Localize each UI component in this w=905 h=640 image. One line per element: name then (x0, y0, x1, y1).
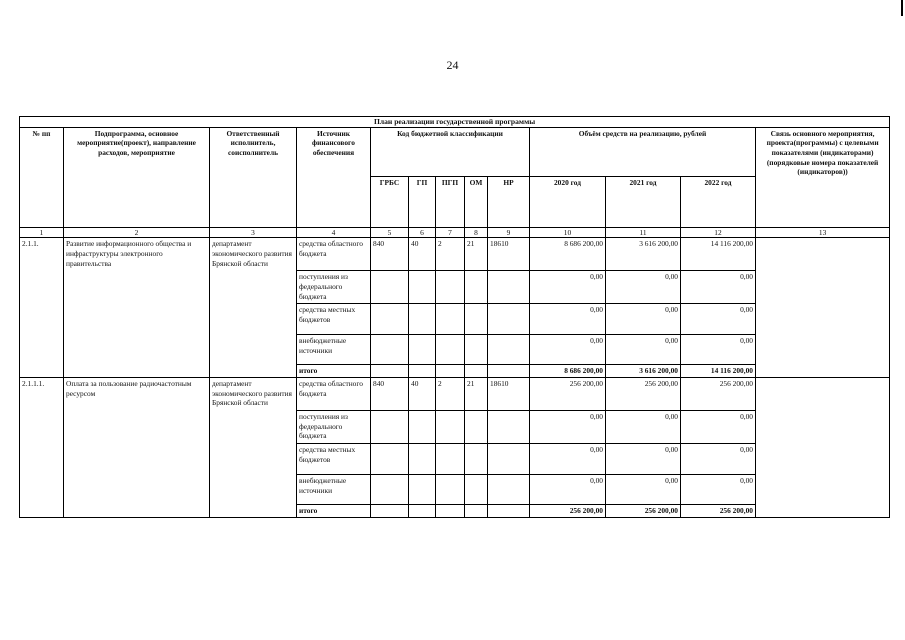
indicator-link (756, 378, 890, 518)
code-grbs (371, 505, 409, 518)
code-om (465, 335, 488, 365)
header-link: Связь основного мероприятия, проекта(программы) с целевыми показателями (индикаторами) (порядковые номера показателей (индикаторов)) (756, 127, 890, 227)
funding-source: средства областного бюджета (297, 238, 371, 271)
column-number: 9 (488, 227, 530, 238)
code-gp: 40 (409, 238, 436, 271)
code-np: 18610 (488, 238, 530, 271)
code-gp (409, 365, 436, 378)
amount-2020: 0,00 (530, 475, 606, 505)
funding-source: внебюджетные источники (297, 475, 371, 505)
column-number: 10 (530, 227, 606, 238)
funding-source: поступления из федерального бюджета (297, 411, 371, 444)
header-2021: 2021 год (606, 176, 681, 227)
code-om (465, 271, 488, 304)
indicator-link (756, 238, 890, 378)
code-pgp (436, 304, 465, 335)
amount-2020: 0,00 (530, 304, 606, 335)
code-om: 21 (465, 378, 488, 411)
code-gp (409, 335, 436, 365)
column-number: 1 (20, 227, 64, 238)
amount-2020: 0,00 (530, 271, 606, 304)
header-gp: ГП (409, 176, 436, 227)
header-np: НР (488, 176, 530, 227)
column-number: 2 (64, 227, 210, 238)
amount-2022: 256 200,00 (681, 378, 756, 411)
table-row (20, 378, 890, 411)
funding-source: средства местных бюджетов (297, 444, 371, 475)
code-pgp (436, 475, 465, 505)
column-number: 3 (210, 227, 297, 238)
funding-source: средства областного бюджета (297, 378, 371, 411)
code-pgp (436, 444, 465, 475)
code-grbs (371, 271, 409, 304)
amount-2022: 14 116 200,00 (681, 238, 756, 271)
item-number: 2.1.1. (20, 238, 64, 378)
header-grbs: ГРБС (371, 176, 409, 227)
header-subprogram: Подпрограмма, основное мероприятие(проект), направление расходов, мероприятие (64, 127, 210, 227)
item-name: Развитие информационного общества и инфраструктуры электронного правительства (64, 238, 210, 378)
table-row (20, 238, 890, 271)
column-number: 13 (756, 227, 890, 238)
amount-2022: 0,00 (681, 304, 756, 335)
amount-2020: 256 200,00 (530, 378, 606, 411)
funding-source: средства местных бюджетов (297, 304, 371, 335)
table-title: План реализации государственной программы (20, 117, 890, 128)
amount-2022: 0,00 (681, 271, 756, 304)
amount-2020: 0,00 (530, 335, 606, 365)
column-number: 4 (297, 227, 371, 238)
total-2020: 256 200,00 (530, 505, 606, 518)
code-gp (409, 505, 436, 518)
amount-2021: 0,00 (606, 411, 681, 444)
header-2022: 2022 год (681, 176, 756, 227)
code-om (465, 505, 488, 518)
total-2022: 256 200,00 (681, 505, 756, 518)
amount-2021: 0,00 (606, 475, 681, 505)
amount-2021: 0,00 (606, 304, 681, 335)
code-grbs: 840 (371, 238, 409, 271)
code-np (488, 411, 530, 444)
implementation-plan-table (19, 116, 890, 518)
code-om (465, 444, 488, 475)
funding-source-total: итого (297, 505, 371, 518)
code-om (465, 365, 488, 378)
column-number-row (20, 227, 890, 238)
code-np (488, 505, 530, 518)
code-gp (409, 475, 436, 505)
total-2021: 256 200,00 (606, 505, 681, 518)
code-pgp: 2 (436, 378, 465, 411)
header-om: ОМ (465, 176, 488, 227)
scan-edge-mark (901, 0, 903, 16)
header-pgp: ПГП (436, 176, 465, 227)
code-om (465, 304, 488, 335)
code-grbs (371, 475, 409, 505)
code-om (465, 475, 488, 505)
code-grbs (371, 444, 409, 475)
amount-2020: 0,00 (530, 411, 606, 444)
code-pgp (436, 505, 465, 518)
amount-2022: 0,00 (681, 444, 756, 475)
amount-2020: 0,00 (530, 444, 606, 475)
code-np: 18610 (488, 378, 530, 411)
funding-source: внебюджетные источники (297, 335, 371, 365)
column-number: 7 (436, 227, 465, 238)
code-gp (409, 304, 436, 335)
column-number: 5 (371, 227, 409, 238)
code-pgp: 2 (436, 238, 465, 271)
code-np (488, 365, 530, 378)
code-grbs (371, 365, 409, 378)
item-number: 2.1.1.1. (20, 378, 64, 518)
column-number: 8 (465, 227, 488, 238)
code-np (488, 271, 530, 304)
code-grbs (371, 411, 409, 444)
code-gp (409, 271, 436, 304)
amount-2021: 256 200,00 (606, 378, 681, 411)
code-gp: 40 (409, 378, 436, 411)
amount-2021: 0,00 (606, 271, 681, 304)
code-np (488, 304, 530, 335)
code-gp (409, 444, 436, 475)
funding-source-total: итого (297, 365, 371, 378)
amount-2021: 0,00 (606, 444, 681, 475)
code-grbs (371, 335, 409, 365)
total-2022: 14 116 200,00 (681, 365, 756, 378)
header-budget-code: Код бюджетной классификации (371, 127, 530, 176)
item-responsible: департамент экономического развития Брянской области (210, 238, 297, 378)
code-np (488, 335, 530, 365)
code-pgp (436, 411, 465, 444)
header-responsible: Ответственный исполнитель, соисполнитель (210, 127, 297, 227)
header-2020: 2020 год (530, 176, 606, 227)
code-grbs (371, 304, 409, 335)
code-np (488, 444, 530, 475)
header-num: № пп (20, 127, 64, 227)
code-np (488, 475, 530, 505)
page-number: 24 (446, 58, 459, 72)
code-om: 21 (465, 238, 488, 271)
column-number: 6 (409, 227, 436, 238)
total-2020: 8 686 200,00 (530, 365, 606, 378)
amount-2022: 0,00 (681, 411, 756, 444)
code-gp (409, 411, 436, 444)
header-volume: Объём средств на реализацию, рублей (530, 127, 756, 176)
funding-source: поступления из федерального бюджета (297, 271, 371, 304)
column-number: 11 (606, 227, 681, 238)
code-pgp (436, 365, 465, 378)
code-om (465, 411, 488, 444)
code-grbs: 840 (371, 378, 409, 411)
header-source: Источник финансового обеспечения (297, 127, 371, 227)
item-responsible: департамент экономического развития Брянской области (210, 378, 297, 518)
item-name: Оплата за пользование радиочастотным ресурсом (64, 378, 210, 518)
column-number: 12 (681, 227, 756, 238)
amount-2022: 0,00 (681, 335, 756, 365)
code-pgp (436, 335, 465, 365)
total-2021: 3 616 200,00 (606, 365, 681, 378)
amount-2021: 3 616 200,00 (606, 238, 681, 271)
amount-2021: 0,00 (606, 335, 681, 365)
amount-2020: 8 686 200,00 (530, 238, 606, 271)
code-pgp (436, 271, 465, 304)
amount-2022: 0,00 (681, 475, 756, 505)
